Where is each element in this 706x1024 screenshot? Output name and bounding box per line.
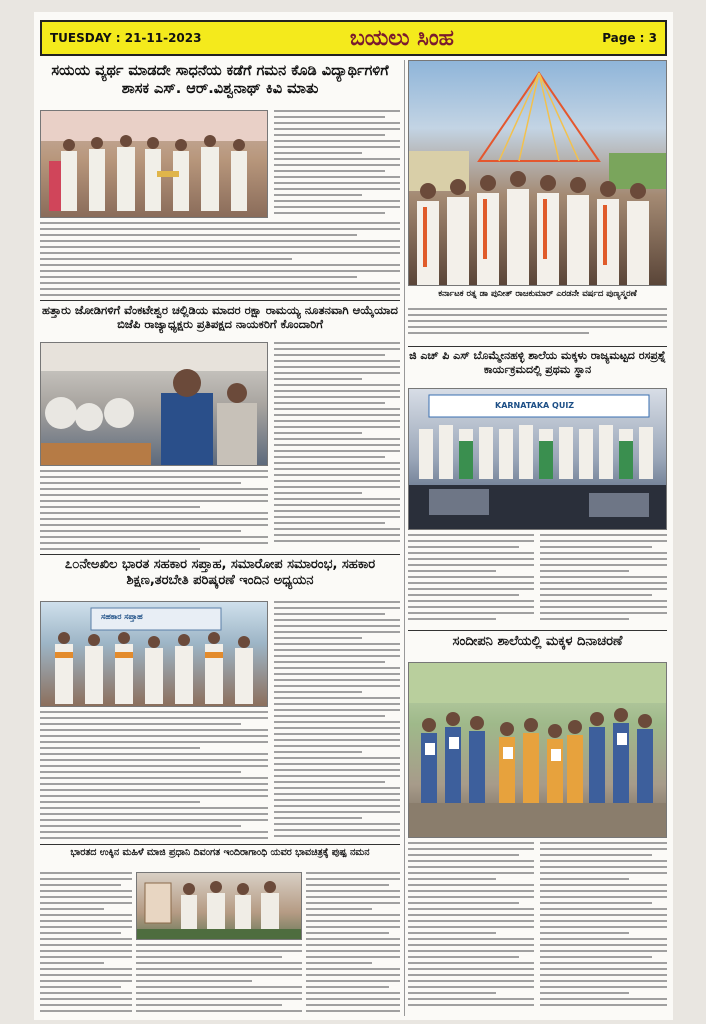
body-article-2-right [274, 342, 400, 552]
newspaper-title: ಬಯಲು ಸಿಂಹ [349, 25, 454, 51]
headline-article-2: ಹತ್ತಾರು ಜೋಡಿಗಳಿಗೆ ವೆಂಕಟೇಶ್ವರ ಚಲ್ಲಿಡಿಯ ಮಾದರ ರಕ್ಷಾ ರಾಮಯ್ಯ ನೂತನವಾಗಿ ಆಯ್ಕೆಯಾದ ಬಿಜೆಪಿ ರಾಜ್ಯಾಧ್ಯಕ್ಷರು ಪ್ರತಿಪಕ್ಷದ ನಾಯಕರಿಗೆ ಕೊಂದಾರಿಗೆ [42, 303, 398, 332]
body-article-4-right [306, 872, 400, 1016]
headline-article-4: ಭಾರತದ ಉಕ್ಕಿನ ಮಹಿಳೆ ಮಾಜಿ ಪ್ರಧಾನಿ ದಿವಂಗತ ಇಂದಿರಾಗಾಂಧಿ ಯವರ ಭಾವಚಿತ್ರಕ್ಕೆ ಪುಷ್ಪ ನಮನ [70, 847, 370, 858]
photo-article-3 [40, 601, 268, 707]
body-article-5 [408, 308, 667, 344]
body-article-4-mid [136, 944, 302, 1016]
body-article-6-left [408, 534, 534, 626]
photo-article-6 [408, 388, 667, 530]
students-stage-icon [409, 389, 667, 530]
column-divider [404, 60, 405, 1016]
photo-article-7 [408, 662, 667, 838]
body-article-2-bottom [40, 470, 268, 552]
headline-article-7: ಸಂದೀಪನಿ ಶಾಲೆಯಲ್ಲಿ ಮಕ್ಕಳ ದಿನಾಚರಣೆ [452, 634, 623, 649]
page-number: Page : 3 [602, 31, 657, 45]
body-article-4-left [40, 872, 132, 1016]
photo-article-5 [408, 60, 667, 286]
divider [408, 630, 667, 631]
headline-article-5: ಕರ್ನಾಟಕ ರತ್ನ ಡಾ ಪುನೀತ್ ರಾಜಕುಮಾರ್ ಎರಡನೇ ವರ್ಷದ ಪುಣ್ಯಸ್ಮರಣೆ [438, 289, 637, 299]
divider [40, 844, 400, 845]
banner-text: ಸಹಕಾರ ಸಪ್ತಾಹ [101, 612, 143, 621]
body-article-1-right [274, 110, 400, 218]
children-day-icon [409, 663, 667, 838]
headline-article-1: ಸಯಯ ವ್ಯರ್ಥ ಮಾಡದೇ ಸಾಧನೆಯ ಕಡೆಗೆ ಗಮನ ಕೊಡಿ ವಿದ್ಯಾರ್ಥಿಗಳಿಗೆ ಶಾಸಕ ಎಸ್. ಆರ್.ವಿಶ್ವನಾಥ್ ಕಿವಿ ಮಾತು [51, 63, 389, 98]
people-group-icon [41, 111, 268, 218]
tribute-icon [137, 873, 302, 940]
body-article-6-right [540, 534, 667, 626]
body-article-3-bottom [40, 711, 268, 841]
headline-article-6: ಜಿ ಎಚ್ ಪಿ ಎಸ್ ಬೊಮ್ಮೇನಹಳ್ಳಿ ಶಾಲೆಯ ಮಕ್ಕಳು ರಾಜ್ಯಮಟ್ಟದ ರಸಪ್ರಶ್ನೆ ಕಾರ್ಯಕ್ರಮದಲ್ಲಿ ಪ್ರಥಮ ಸ್ಥಾನ [409, 349, 666, 376]
memorial-crowd-icon [409, 61, 667, 286]
photo-article-1 [40, 110, 268, 218]
crowd-icon [41, 343, 268, 466]
body-article-7-right [540, 842, 667, 1016]
newspaper-page [34, 12, 673, 1020]
issue-date: TUESDAY : 21-11-2023 [50, 31, 202, 45]
divider [408, 346, 667, 347]
stage-group-icon [41, 602, 268, 707]
photo-article-4 [136, 872, 302, 940]
divider [40, 554, 400, 555]
photo-article-2 [40, 342, 268, 466]
body-article-3-right [274, 601, 400, 841]
body-article-7-left [408, 842, 534, 1016]
headline-article-3: ೭೦ನೇಅಖಿಲ ಭಾರತ ಸಹಕಾರ ಸಪ್ತಾಹ, ಸಮಾರೋಪ ಸಮಾರಂಭ, ಸಹಕಾರ ಶಿಕ್ಷಣ,ತರಬೇತಿ ಪರಿಷ್ಕರಣೆ ಇಂದಿನ ಅಧ್ಯಯನ [64, 557, 376, 589]
masthead [40, 20, 667, 56]
banner-text: KARNATAKA QUIZ [495, 401, 575, 410]
body-article-1-bottom [40, 222, 400, 296]
divider [40, 300, 400, 301]
